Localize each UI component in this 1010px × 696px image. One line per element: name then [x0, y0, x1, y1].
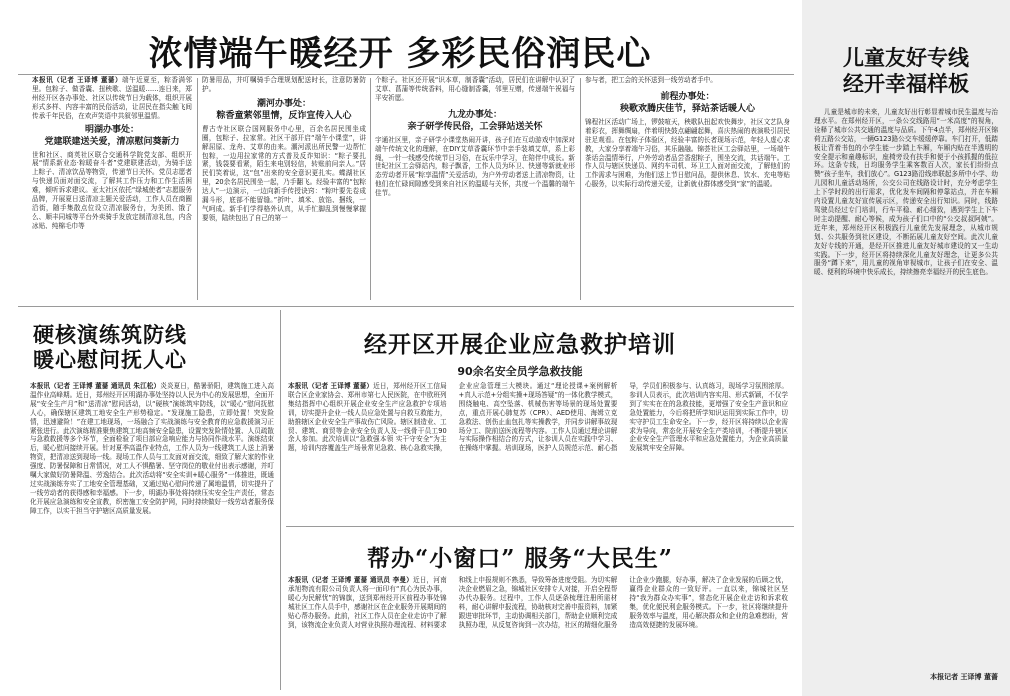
article1-chaohe-body: 曹古寺社区联合国网服务中心里，百余名居民围坐成圈，包粽子、拉家常。社区干部开启“端午小课堂”，讲解屈原、龙舟、艾草的由来。潮河派出所民警一边帮忙包粽，一边用拉家常的方式普及反诈知识：“粽子要扎紧，钱袋要看紧，陌生来电别轻信，转账前问亲人。”居民们笑着说，这“包”出来的安全意识更扎实。蝶湖社区里，20余名居民围坐一起，乃手翻飞。经验丰富的“包粽达人”一边演示，一边向新手传授诀窍：“粽叶要先卷成漏斗形，底部不能留缝。”折叶、填米、放馅、捆线，一气呵成。新手们学得格外认真，从手忙脚乱到慢慢掌握要领，陆续包出了自己的第一: [202, 124, 366, 222]
article3-body: [288, 382, 788, 520]
article1-col2-text: 防暑用品，并叮嘱骑手合理规划配送时长，注意防暑防护。: [202, 76, 366, 93]
article3-subtitle: 90余名安全员学急救技能: [457, 365, 583, 378]
article1-intro: 端午近夏至，粽香满邻里。包粽子、做香囊、扭秧歌、送温暖……连日来，郑州经开区各办事处、社区以传统节日为载体，组织开展形式多样、内容丰富的民俗活动，让居民在指尖触飞间传承千年民俗，在欢声笑语中共叙邻里温情。: [32, 76, 192, 120]
article3-lead: 本报讯（记者 王译博 董蔷）: [288, 382, 374, 390]
article4-text: 近日，河南承旭物流有限公司负责人将一面印有“真心为民办事，暖心为民解忧”的锦旗，送到郑州经开区前程办事处锦城社区工作人员手中，感谢社区在企业服务开展期间的贴心帮办服务。此前，社区工作人员在企业走访中了解到，该物流企业负责人对营业执照办理流程、材料要求和线上申报规则不熟悉，导致筹备进度受阻。为切实解决企业燃眉之急，锦城社区安排专人对接，开启全程帮办代办服务。过程中，工作人员逐条梳理注册所需材料，耐心讲解申报流程，协助核对完善申报资料，加紧跟进审批环节，主动协调相关部门，帮助企业顺利完成执照办理，从反复咨询到一次办结，社区的精细化服务让企业少跑腿，好办事，解决了企业发展的后顾之忧，赢得企业群众的一致好评。一直以来，锦城社区坚持“我为群众办实事”，常态化开展企业走访和诉求收集，优化便民利企服务模式。下一步，社区将继续提升服务效率与温度，用心解决群众和企业的急难愁盼，营造高效便捷的发展环境。: [288, 576, 788, 629]
article1-qiancheng-body: 锦程社区活动广场上，锣鼓喧天，秧歌队扭起欢快舞步，社区文艺队身着彩衣，挥舞绸扇，伴着明快鼓点翩翩起舞，喜庆热闹的表演吸引居民驻足观看。在包粽子体验区，经验丰富的长者现场示范，年轻人虚心求教，大家分享着端午习俗，其乐融融。锦荟社区工会驿站里，一场端午茶话会温情举行，户外劳动者品尝香甜粽子，围坐交流，共话端午。工作人员与辖区快递员、网约车司机、环卫工人面对面交流，了解他们的工作需求与困难，为他们送上节日慰问品，提供休息、饮水、充电等贴心服务，以实际行动传递关爱，让新就业群体感受到“家”的温暖。: [585, 117, 790, 189]
article2-headline-text: 硬核演练筑防线 暖心慰问抚人心: [33, 322, 187, 372]
section-subheading-chaohe: 粽香童萦邻里情，反诈宣传入人心: [216, 110, 352, 121]
column-divider: [197, 78, 198, 300]
divider: [18, 74, 794, 75]
article2-body: [30, 382, 274, 690]
article4-headline: 帮办“小窗口” 服务“大民生”: [367, 545, 673, 572]
article1-col1: [32, 76, 192, 302]
sidebar-title-line2: 经开幸福样板: [843, 71, 969, 96]
main-headline: 浓情端午暖经开 多彩民俗润民心: [148, 34, 652, 74]
article1-mingmei-body: 世和社区、商英社区联合交通科学院党支部、组织开展“情系新业态·粽暖奋斗者”党建联建活动，为骑手送上粽子、清凉饮品等物资，传递节日关怀。党员志愿者与快递员面对面交流，了解其工作压力和工作生活困难，倾听诉求建议。亚太社区依托“绿城使者”志愿服务品牌，开展夏日送清凉主题关爱活动，工作人员在商圈沿街，随手集散点位设立清凉服务台，为美团、饿了么、顺丰同城等平台外卖骑手发放定制清凉礼包，内含冰贴、纯棉毛巾等: [32, 150, 192, 230]
article1-col3: [375, 76, 575, 302]
article2-headline: [30, 322, 190, 372]
column-divider: [370, 78, 371, 300]
divider: [18, 306, 794, 307]
sidebar: [802, 0, 1010, 696]
section-subheading-mingmei: 党建联建送关爱，清凉慰问葵新力: [44, 136, 180, 147]
section-heading-qiancheng: 前程办事处：: [660, 91, 715, 102]
section-heading-mingmei: 明湖办事处：: [84, 124, 139, 135]
article4-lead: 本报讯（记者 王译博 董蔷 通讯员 李曼）: [288, 576, 413, 584]
article3-text: 近日，郑州经开区工信局联合区企业家协会、郑州市第七人民医院，在中欧班列集结指挥中心组织开展企业安全生产应急救护专项培训，切实提升企业一线人员应急处置与自救互救能力，助推辖区企业安全生产事故伤亡风险。辖区制造业、工贸、建筑、商贸等企业安全负责人及一线骨干员工90余人参加。此次培训以“急救强本领 实干守安全”为主题，培训内容覆盖生产场景常见急救、核心急救实操，企业应急管理三大模块。通过“理论授课+案例解析+真人示范+分组实操+现场答疑”的一体化教学模式，围绕触电、高空坠落、机械伤害等场景的现场处置要点，重点开展心肺复苏（CPR）、AED使用、海姆立克急救法、创伤止血包扎等实操教学，并同步讲解事故现场分工、院前送医流程等内容。工作人员通过理论讲解与实际操作相结合的方式，让参训人员在实践中学习、在操练中掌握。培训现场，医护人员规范示范、耐心指导，学员们积极参与、认真练习，现场学习氛围浓厚。参训人员表示，此次培训内容实用、形式新颖，不仅学到了实实在在的急救技能，更增强了安全生产意识和应急处置能力，今后将把所学知识运用到实际工作中，切实守护员工生命安全。下一步，经开区将持续以企业需求为导向，常态化开展安全生产类培训，不断提升辖区企业安全生产管理水平和应急处置能力，为企业高质量发展筑牢安全屏障。: [288, 382, 788, 453]
article1-col4: [585, 76, 790, 302]
article2-lead: 本报讯（记者 王译博 董蔷 通讯员 朱江松）: [30, 382, 161, 390]
column-divider: [280, 310, 281, 690]
section-heading-chaohe: 潮河办事处：: [256, 98, 311, 109]
article2-text: 炎炎夏日，酷暑骄阳，建筑施工进入高温作业高峰期。近日，郑州经开区明湖办事处坚持以人民为中心的发展思想，全面开展“安全生产月”和“送清凉”慰问活动，以“硬核”演练筑牢防线，以“暖心”慰问抚慰人心，确保辖区建筑工地安全生产形势稳定。“发现施工隐患，立即处置！突发险情，迅速避险！”在建工地现场，一场融合了实战演练与安全教育的应急救援演习正紧张进行。此次演练精准聚焦建筑工地高频安全隐患，设置突发险情处置、人员疏散与急救救援等多个环节，全面检验了项目部应急响应能力与协同作战水平。演练结束后，暖心慰问接续开展。针对夏季高温作业特点，工作人员为一线建筑工人送上消暑物资，把清凉送到现场一线。现场工作人员与工友面对面交流，细致了解大家的作业强度、防暑保障和日常情况，对工人不惧酷暑、坚守岗位的敬业付出表示感谢，并叮嘱大家做好防暑降温、劳逸结合。此次活动将“安全实训+暖心服务”一体推进，既通过实战演练夯实了工地安全管理基础，又通过贴心慰问传递了属地温情，切实提升了一线劳动者的获得感和幸福感。下一步，明湖办事处将持续压实安全生产责任，常态化开展应急演练和安全宣教，织密施工安全防护网，同时持续做好一线劳动者服务保障工作，以实干担当守护辖区高质量发展。: [30, 382, 274, 515]
article1-col3-text: 个粽子。社区还开展“识本草，制香囊”活动，居民们在讲解中认识了艾草、菖蒲等传统香料，用心缝制香囊，邻里互赠，传递端午祝福与平安祈愿。: [375, 76, 575, 102]
article3-headline: 经开区开展企业应急救护培训: [364, 331, 676, 358]
article1-col4-text: 参与者，把工会的关怀送到一线劳动者手中。: [585, 76, 717, 84]
sidebar-title-line1: 儿童友好专线: [843, 45, 969, 70]
article1-lead: 本报讯（记者 王译博 董蔷）: [32, 76, 123, 84]
section-subheading-qiancheng: 秧歌欢腾庆佳节，驿站茶话暖人心: [619, 103, 755, 114]
sidebar-body: 儿童是城市的未来，儿童友好出行彰显着城市民生温度与治理水平。在郑州经开区，一条公交线路用“一米高度”的视角，诠释了城市公共交通的温度与品质。下午4点半，郑州经开区锦荷五路公交站，一辆G123路公交车缓缓停靠。车门打开，低踏板让背着书包的小学生能一步踏上车厢，车厢内贴在半透明的安全提示和童趣标识，座椅旁设有扶手和便于小孩抓握的低拉环。这条专线，日均服务学生乘客数百人次，家长们纷纷点赞“孩子坐车，我们放心”。G123路沿线串联起多所中小学、幼儿园和儿童活动场所，公交公司在线路设计时，充分考虑学生上下学时段的出行需求，优化发车间隔和停靠站点，并在车厢内设置儿童友好宣传展示区，传递安全出行知识。同时，线路驾驶员经过专门培训，行车平稳、耐心细致，遇到学生上下车时主动提醒、耐心等候，成为孩子们口中的“公交叔叔阿姨”。近年来，郑州经开区积极践行儿童优先发展理念，从城市规划、公共服务到社区建设，不断拓展儿童友好空间。此次儿童友好专线的开通，是经开区推进儿童友好城市建设的又一生动实践。下一步，经开区将持续深化儿童友好理念，让更多公共服务“蹲下来”，用儿童的视角审视城市，让孩子们在安全、温暖、便利的环境中快乐成长，持续擦亮幸福经开的民生底色。: [814, 108, 998, 277]
column-divider: [580, 78, 581, 300]
article4-body: [288, 576, 788, 690]
section-heading-jiulong: 九龙办事处：: [447, 109, 502, 120]
section-subheading-jiulong: 亲子研学传民俗，工会驿站送关怀: [407, 121, 543, 132]
divider: [286, 526, 794, 527]
article1-jiulong-body: 宇通社区里，亲子研学小课堂热闹开讲，孩子们在互动游戏中加深对端午传统文化的理解，在DIY艾草香囊环节中亲手装填艾草，系上彩绳，一针一线感受传统节日习俗，在玩乐中学习，在陪伴中成长。新世纪社区工会驿站内，粽子飘香，工作人员为环卫、快递等新就业形态劳动者开展“粽享温情”关爱活动，为户外劳动者送上清凉物资，让他们在忙碌间隙感受到来自社区的温暖与关怀，共度一个温馨的端午佳节。: [375, 135, 575, 198]
sidebar-signature: 本报记者 王译博 董蔷: [930, 673, 998, 681]
article1-col2: [202, 76, 366, 302]
